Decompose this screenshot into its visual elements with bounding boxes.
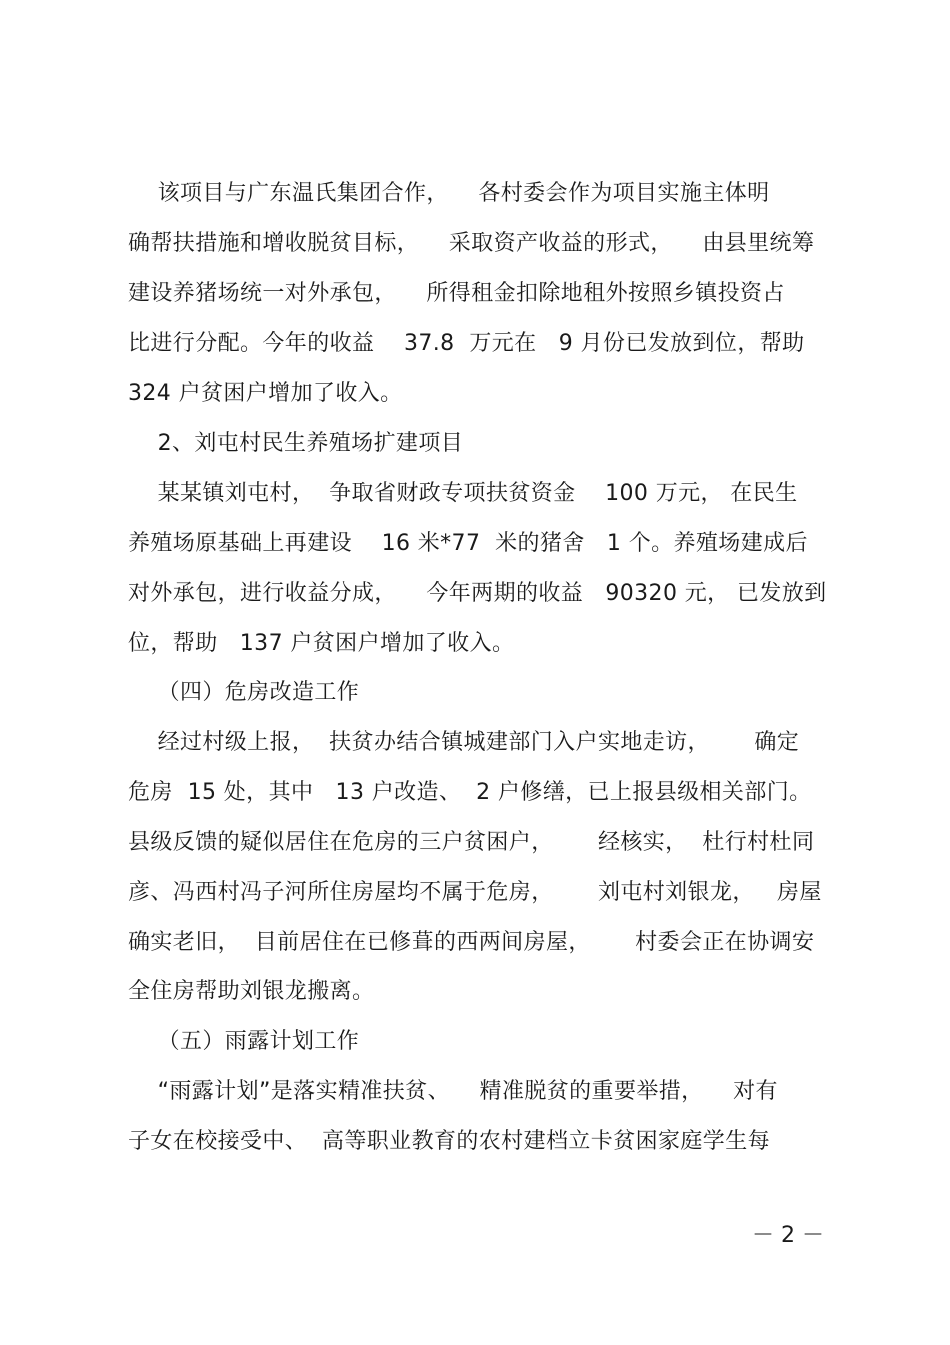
text-line: “雨露计划”是落实精准扶贫、 精准脱贫的重要举措， 对有 [128,1079,778,1104]
text-line: 确帮扶措施和增收脱贫目标， 采取资产收益的形式， 由县里统筹 [128,231,815,256]
text-line: 位，帮助 137 户贫困户增加了收入。 [128,631,515,656]
text-line: 全住房帮助刘银龙搬离。 [128,979,375,1004]
text-line: 县级反馈的疑似居住在危房的三户贫困户， 经核实， 杜行村杜同 [128,830,815,855]
text-line: 建设养猪场统一对外承包， 所得租金扣除地租外按照乡镇投资占 [128,281,785,306]
text-line: 确实老旧， 目前居住在已修葺的西两间房屋， 村委会正在协调安 [128,930,815,955]
text-line: 该项目与广东温氏集团合作， 各村委会作为项目实施主体明 [128,181,770,206]
page-number: － 2 － [752,1223,824,1248]
section-heading: （五）雨露计划工作 [128,1029,360,1054]
section-heading: 2、刘屯村民生养殖场扩建项目 [128,431,464,456]
text-line: 比进行分配。今年的收益 37.8 万元在 9 月份已发放到位，帮助 [128,331,805,356]
text-line: 某某镇刘屯村， 争取省财政专项扶贫资金 100 万元， 在民生 [128,481,798,506]
section-heading: （四）危房改造工作 [128,680,360,705]
text-line: 养殖场原基础上再建设 16 米*77 米的猪舍 1 个。养殖场建成后 [128,531,808,556]
text-line: 子女在校接受中、 高等职业教育的农村建档立卡贫困家庭学生每 [128,1129,770,1154]
text-line: 经过村级上报， 扶贫办结合镇城建部门入户实地走访， 确定 [128,730,800,755]
text-line: 危房 15 处，其中 13 户改造、 2 户修缮，已上报县级相关部门。 [128,780,812,805]
text-line: 对外承包，进行收益分成， 今年两期的收益 90320 元， 已发放到 [128,581,827,606]
text-line: 324 户贫困户增加了收入。 [128,381,403,406]
text-line: 彦、冯西村冯子河所住房屋均不属于危房， 刘屯村刘银龙， 房屋 [128,880,822,905]
